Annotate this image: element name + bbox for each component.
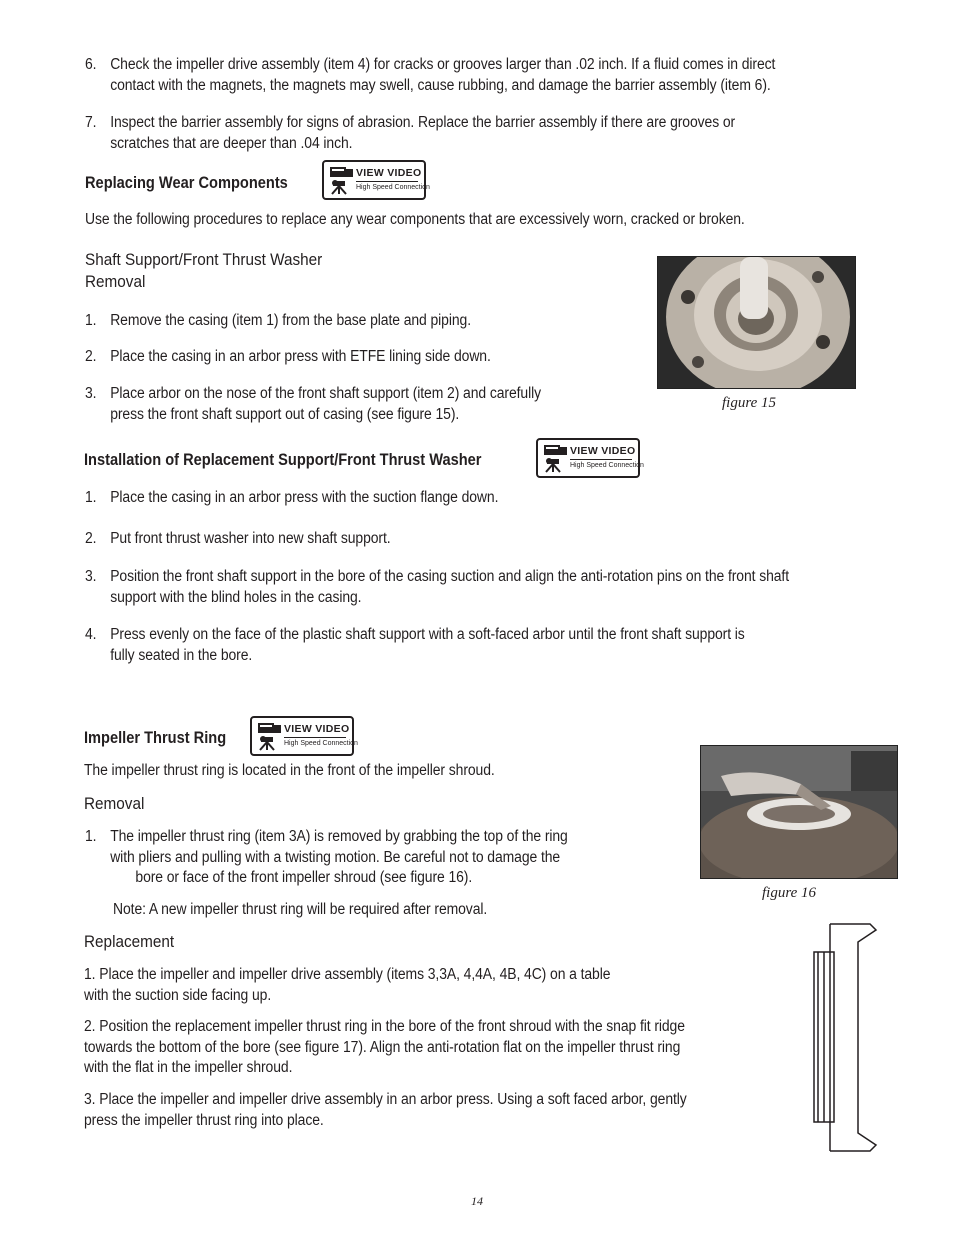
removal-step-1 [85, 311, 471, 332]
step-text-line: The impeller thrust ring (item 3A) is removed by grabbing the top of the ring [110, 828, 568, 845]
para-line: towards the bottom of the bore (see figure 17). Align the anti-rotation flat on the impeller thrust ring [84, 1038, 681, 1056]
step-text-line: Position the front shaft support in the bore of the casing suction and align the anti-rotation pins on the front shaft [110, 568, 789, 585]
step-text-line: scratches that are deeper than .04 inch. [110, 134, 353, 152]
install-step-3 [85, 567, 789, 608]
step-text-line: with pliers and pulling with a twisting motion. Be careful not to damage the [110, 848, 561, 866]
install-step-4 [85, 625, 745, 666]
para-line: with the flat in the impeller shroud. [84, 1059, 293, 1076]
heading-impeller-thrust-ring: Impeller Thrust Ring [84, 728, 227, 747]
view-video-button-ring[interactable] [250, 716, 358, 756]
ring-removal-note: Note: A new impeller thrust ring will be required after removal. [113, 901, 488, 918]
view-video-label: VIEW VIDEO [570, 445, 636, 457]
replacement-para-1 [84, 965, 610, 1006]
video-camera-icon [329, 165, 355, 195]
step-text-line: Check the impeller drive assembly (item 4) for cracks or grooves larger than .02 inch. If a fluid comes in direct [110, 56, 776, 73]
para-line: 2. Position the replacement impeller thrust ring in the bore of the front shroud with the snap fit ridge [84, 1018, 685, 1035]
figure-16-caption: figure 16 [762, 885, 817, 901]
replacement-para-2 [84, 1017, 685, 1079]
video-camera-icon [257, 721, 283, 751]
step-text-line: Put front thrust washer into new shaft support. [110, 530, 391, 547]
step-number: 2. [85, 348, 97, 365]
step-text-line: Place arbor on the nose of the front shaft support (item 2) and carefully [110, 385, 541, 402]
step-text-line: support with the blind holes in the casing. [110, 588, 362, 606]
figure-16-photo [700, 745, 898, 879]
wear-intro: Use the following procedures to replace any wear components that are excessively worn, cracked or broken. [85, 211, 745, 228]
para-line: press the impeller thrust ring into place. [84, 1111, 324, 1129]
step-text-line: fully seated in the bore. [110, 646, 253, 664]
step-text-line: Place the casing in an arbor press with the suction flange down. [110, 489, 499, 506]
step-6 [85, 55, 775, 96]
subheading-ring-removal: Removal [84, 794, 145, 813]
step-text-line: Inspect the barrier assembly for signs of abrasion. Replace the barrier assembly if there are grooves or [110, 114, 736, 131]
step-number: 6. [85, 56, 97, 73]
view-video-sublabel: High Speed Connection [356, 184, 430, 191]
step-7 [85, 113, 735, 154]
step-text-line: contact with the magnets, the magnets may swell, cause rubbing, and damage the barrier assembly (item 6). [110, 76, 771, 94]
step-number: 1. [85, 312, 97, 329]
step-text-line: press the front shaft support out of casing (see figure 15). [110, 405, 460, 423]
thrust-ring-section-drawing [810, 920, 882, 1155]
subheading-replacement: Replacement [84, 932, 175, 951]
step-number: 3. [85, 385, 97, 402]
heading-installation: Installation of Replacement Support/Front Thrust Washer [84, 450, 482, 469]
view-video-label: VIEW VIDEO [356, 167, 422, 179]
view-video-sublabel: High Speed Connection [570, 462, 644, 469]
ring-intro: The impeller thrust ring is located in the front of the impeller shroud. [84, 762, 495, 779]
video-camera-icon [543, 443, 569, 473]
replacement-para-3 [84, 1090, 687, 1131]
step-number: 7. [85, 114, 97, 131]
step-number: 3. [85, 568, 97, 585]
step-number: 1. [85, 828, 97, 845]
step-number: 4. [85, 626, 97, 643]
step-text-line: Remove the casing (item 1) from the base plate and piping. [110, 312, 471, 329]
para-line: 1. Place the impeller and impeller drive assembly (items 3,3A, 4,4A, 4B, 4C) on a table [84, 966, 611, 983]
figure-15-caption: figure 15 [722, 395, 777, 411]
page-number: 14 [471, 1194, 483, 1208]
view-video-button-wear[interactable] [322, 160, 430, 200]
view-video-label: VIEW VIDEO [284, 723, 350, 735]
step-text-line: Place the casing in an arbor press with ETFE lining side down. [110, 348, 491, 365]
step-text-line: Press evenly on the face of the plastic shaft support with a soft-faced arbor until the front shaft support is [110, 626, 745, 643]
subheading-shaft-support: Shaft Support/Front Thrust Washer [85, 250, 323, 269]
heading-replacing-wear-components: Replacing Wear Components [85, 173, 288, 192]
removal-step-3 [85, 384, 541, 425]
step-number: 2. [85, 530, 97, 547]
view-video-sublabel: High Speed Connection [284, 740, 358, 747]
removal-step-2 [85, 347, 491, 368]
ring-removal-step-1 [85, 827, 568, 889]
install-step-2 [85, 529, 391, 550]
step-text-line: bore or face of the front impeller shroud (see figure 16). [135, 869, 473, 886]
para-line: 3. Place the impeller and impeller drive assembly in an arbor press. Using a soft faced arbor, gently [84, 1091, 687, 1108]
subheading-removal: Removal [85, 272, 146, 291]
figure-15-photo [657, 256, 856, 389]
para-line: with the suction side facing up. [84, 986, 272, 1004]
view-video-button-install[interactable] [536, 438, 644, 478]
install-step-1 [85, 488, 498, 509]
step-number: 1. [85, 489, 97, 506]
